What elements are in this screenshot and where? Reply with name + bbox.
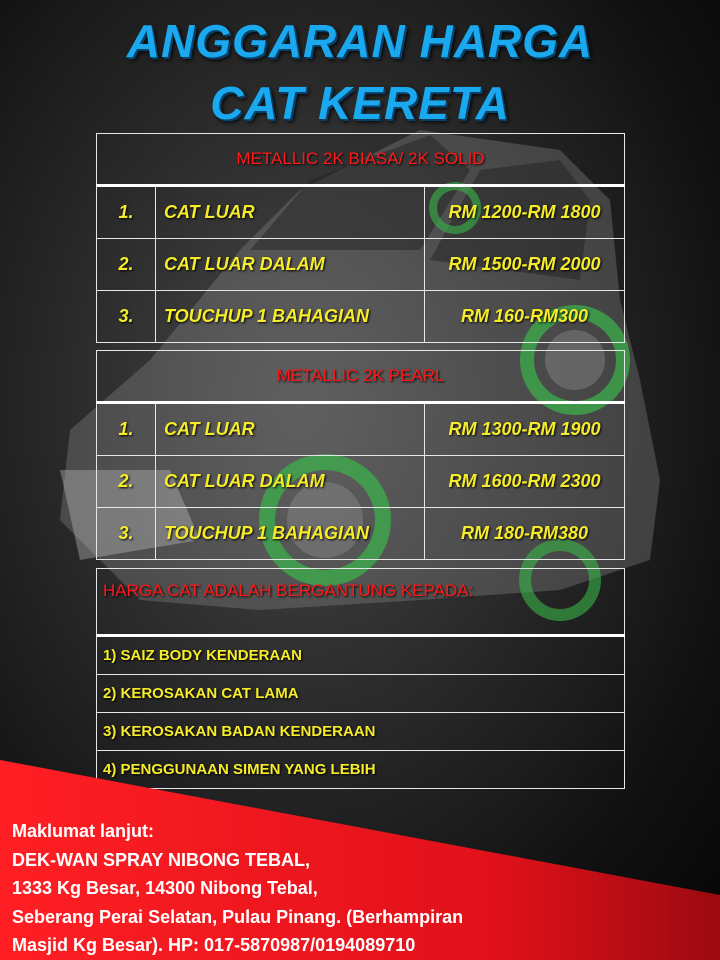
row-item: CAT LUAR DALAM bbox=[156, 239, 425, 291]
row-price: RM 1600-RM 2300 bbox=[425, 456, 625, 508]
row-price: RM 1500-RM 2000 bbox=[425, 239, 625, 291]
row-item: CAT LUAR bbox=[156, 186, 425, 239]
factor-item: 4) PENGGUNAAN SIMEN YANG LEBIH bbox=[97, 751, 625, 789]
row-number: 3. bbox=[97, 291, 156, 343]
row-price: RM 1200-RM 1800 bbox=[425, 186, 625, 239]
row-number: 2. bbox=[97, 239, 156, 291]
row-item: TOUCHUP 1 BAHAGIAN bbox=[156, 508, 425, 560]
contact-line: Maklumat lanjut: bbox=[12, 821, 155, 841]
row-number: 2. bbox=[97, 456, 156, 508]
factor-item: 3) KEROSAKAN BADAN KENDERAAN bbox=[97, 713, 625, 751]
row-item: CAT LUAR DALAM bbox=[156, 456, 425, 508]
row-price: RM 160-RM300 bbox=[425, 291, 625, 343]
table-header: METALLIC 2K BIASA/ 2K SOLID bbox=[97, 134, 625, 186]
contact-line: DEK-WAN SPRAY NIBONG TEBAL, bbox=[12, 849, 311, 870]
row-number: 1. bbox=[97, 403, 156, 456]
table-header: METALLIC 2K PEARL bbox=[97, 351, 625, 403]
row-price: RM 180-RM380 bbox=[425, 508, 625, 560]
contact-line: Seberang Perai Selatan, Pulau Pinang. (Berhampiran bbox=[12, 906, 464, 927]
row-item: CAT LUAR bbox=[156, 403, 425, 456]
contact-info bbox=[12, 817, 463, 960]
row-number: 1. bbox=[97, 186, 156, 239]
factor-item: 2) KEROSAKAN CAT LAMA bbox=[97, 675, 625, 713]
title-line-2: CAT KERETA bbox=[210, 77, 510, 129]
row-price: RM 1300-RM 1900 bbox=[425, 403, 625, 456]
row-number: 3. bbox=[97, 508, 156, 560]
contact-line: 1333 Kg Besar, 14300 Nibong Tebal, bbox=[12, 878, 318, 898]
row-item: TOUCHUP 1 BAHAGIAN bbox=[156, 291, 425, 343]
factor-item: 1) SAIZ BODY KENDERAAN bbox=[97, 636, 625, 675]
factors-header: HARGA CAT ADALAH BERGANTUNG KEPADA: bbox=[97, 569, 625, 636]
title-line-1: ANGGARAN HARGA bbox=[126, 15, 594, 67]
contact-line: Masjid Kg Besar). HP: 017-5870987/0194089710 bbox=[12, 935, 416, 955]
